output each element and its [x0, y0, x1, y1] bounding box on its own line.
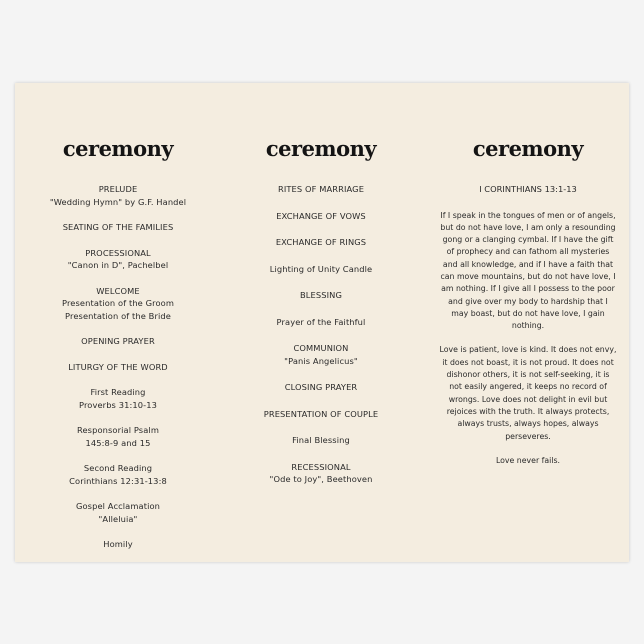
- program-item: [25, 183, 211, 208]
- program-item-detail: 145:8-9 and 15: [85, 437, 151, 448]
- program-item-heading: OPENING PRAYER: [81, 336, 155, 346]
- middle-panel: [228, 135, 414, 500]
- program-item-heading: LITURGY OF THE WORD: [68, 361, 168, 372]
- program-item-detail: "Canon in D", Pachelbel: [67, 260, 169, 270]
- program-item-detail: Presentation of the Groom: [61, 298, 175, 308]
- program-item-detail: Proverbs 31:10-13: [79, 399, 157, 410]
- program-item: [228, 461, 414, 486]
- program-item: [228, 408, 414, 421]
- program-item-heading: Prayer of the Faithful: [276, 316, 366, 327]
- program-item-detail: Presentation of the Bride: [65, 310, 171, 321]
- program-item: [228, 183, 414, 196]
- program-item: [228, 316, 414, 329]
- program-item-heading: Final Blessing: [292, 435, 350, 445]
- program-item-heading: Homily: [103, 539, 133, 549]
- program-item: [25, 500, 211, 525]
- program-item: [228, 434, 414, 447]
- program-item-heading: Lighting of Unity Candle: [269, 263, 373, 274]
- program-item-heading: PRESENTATION OF COUPLE: [263, 408, 379, 419]
- middle-program-list: [228, 183, 414, 486]
- right-panel: [435, 135, 621, 479]
- scripture-paragraph: Love is patient, love is kind. It does not envy, it does not boast, it is not proud. It does not dishonor others, it is not self-seeking, it is not easily angered, it keeps no record of wrongs. Love does not delight in evil but rejoices with the truth. It always protects, always trusts, always hopes, always perseveres.: [439, 345, 617, 441]
- program-item: [25, 221, 211, 234]
- scripture-reference: I CORINTHIANS 13:1-13: [479, 184, 577, 194]
- program-item-detail: Corinthians 12:31-13:8: [69, 475, 167, 486]
- scripture-paragraph: Love never fails.: [495, 455, 561, 465]
- program-item-heading: RECESSIONAL: [291, 461, 351, 472]
- program-item-detail: "Wedding Hymn" by G.F. Handel: [49, 196, 187, 207]
- panel-title: ceremony: [472, 136, 584, 161]
- program-item-heading: Gospel Acclamation: [75, 501, 161, 511]
- program-item: [25, 361, 211, 374]
- program-item: [25, 247, 211, 272]
- program-item-detail: "Ode to Joy", Beethoven: [269, 474, 373, 484]
- program-item-heading: EXCHANGE OF VOWS: [276, 210, 366, 221]
- program-item-detail: "Panis Angelicus": [284, 355, 358, 366]
- scripture-paragraph: If I speak in the tongues of men or of angels, but do not have love, I am only a resounding gong or a clanging cymbal. If I have the gift of prophecy and can fathom all mysteries and all knowledge, and if I have a faith that can move mountains, but do not have love, I am nothing. If I give all I possess to the poor and give over my body to hardship that I may boast, but do not have love, I gain nothing.: [440, 210, 616, 331]
- program-item: [25, 424, 211, 449]
- program-item: [25, 386, 211, 411]
- left-program-list: [25, 183, 211, 551]
- program-item: [228, 342, 414, 367]
- program-item-heading: BLESSING: [300, 290, 342, 300]
- program-item: [228, 210, 414, 223]
- program-item-heading: PROCESSIONAL: [85, 247, 151, 258]
- program-item-heading: COMMUNION: [293, 343, 349, 353]
- program-item: [228, 236, 414, 249]
- program-item-detail: "Alleluia": [98, 513, 138, 524]
- program-sheet: [15, 83, 629, 562]
- program-item: [25, 335, 211, 348]
- program-item-heading: SEATING OF THE FAMILIES: [62, 222, 174, 232]
- program-item-heading: First Reading: [90, 387, 146, 397]
- program-item-heading: PRELUDE: [98, 184, 138, 194]
- program-item-heading: CLOSING PRAYER: [284, 382, 358, 392]
- panel-title: ceremony: [265, 136, 377, 161]
- left-panel: [25, 135, 211, 564]
- program-item: [228, 263, 414, 276]
- program-item-heading: WELCOME: [96, 285, 140, 296]
- program-item: [228, 289, 414, 302]
- panel-title: ceremony: [62, 136, 174, 161]
- program-item: [25, 538, 211, 551]
- program-item-heading: EXCHANGE OF RINGS: [275, 237, 367, 247]
- program-item: [228, 381, 414, 394]
- program-item-heading: Second Reading: [83, 463, 153, 473]
- program-item: [25, 462, 211, 487]
- program-item-heading: RITES OF MARRIAGE: [277, 184, 365, 194]
- program-item-heading: Responsorial Psalm: [76, 425, 159, 435]
- program-item: [25, 285, 211, 323]
